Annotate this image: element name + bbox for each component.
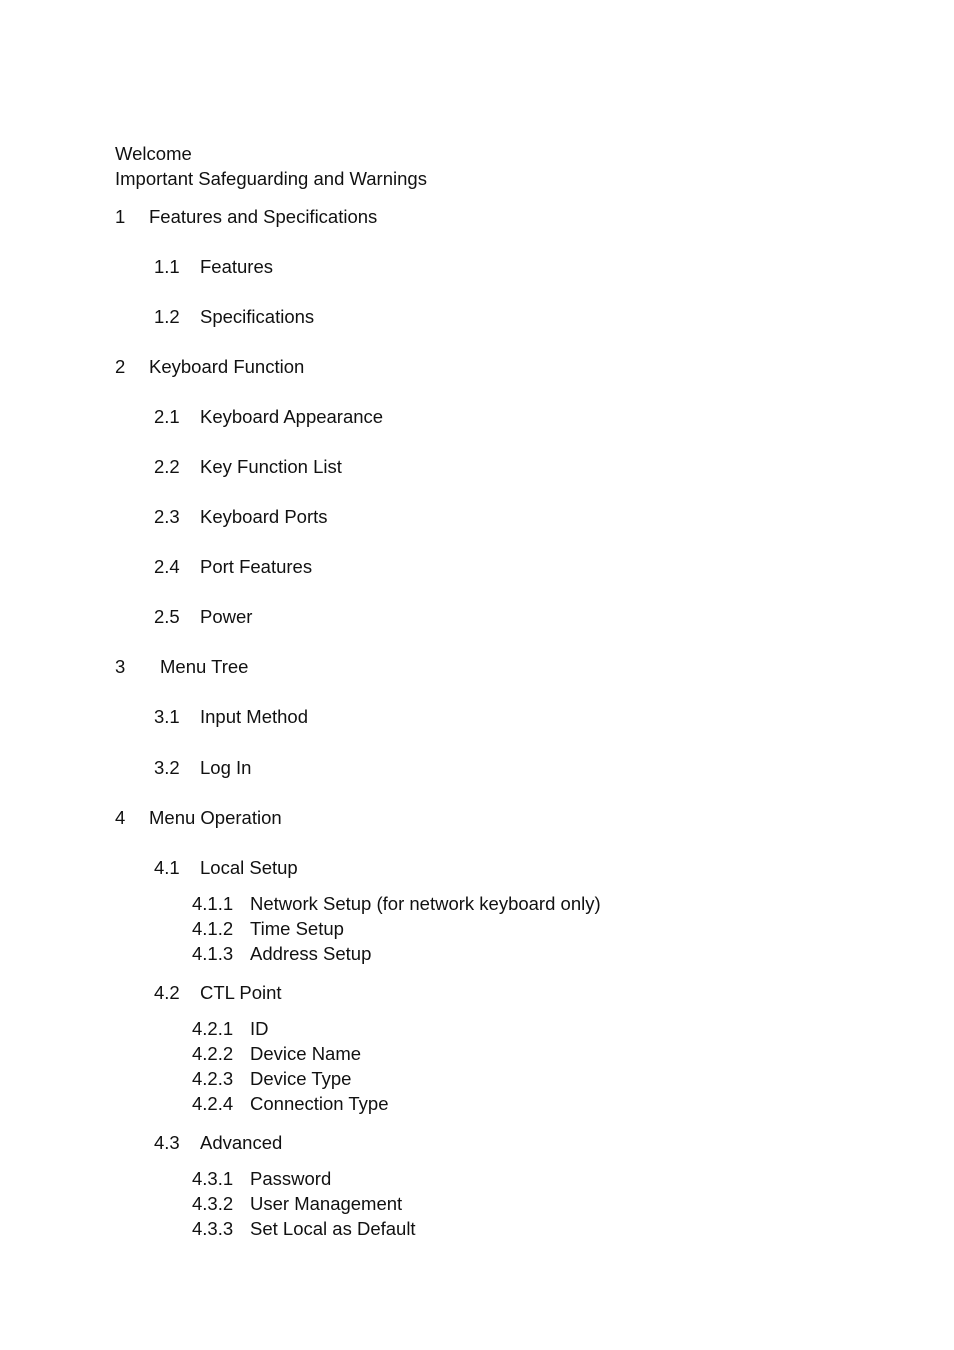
toc-entry-number: 4.3.1	[192, 1168, 234, 1189]
toc-entry-title: CTL Point	[200, 982, 282, 1003]
toc-entry-title: Keyboard Appearance	[200, 406, 384, 427]
toc-entry-number: 3.1	[154, 706, 180, 727]
toc-entry-number: 3.2	[154, 757, 180, 778]
toc-entry-number: 4.1.3	[192, 943, 234, 964]
toc-entry-title: Features	[200, 256, 274, 277]
toc-entry-number: 4.1	[154, 857, 180, 878]
toc-entry-number: 4.3	[154, 1132, 180, 1153]
toc-welcome-label: Welcome	[115, 143, 192, 164]
toc-entry-number: 4.2.2	[192, 1043, 234, 1064]
toc-entry-title: Advanced	[200, 1132, 283, 1153]
toc-entry-title: Set Local as Default	[250, 1218, 416, 1239]
toc-entry-title: Address Setup	[250, 943, 372, 964]
toc-entry-number: 2.3	[154, 506, 180, 527]
toc-entry-number: 1.2	[154, 306, 180, 327]
toc-entry-number: 4.2.3	[192, 1068, 234, 1089]
toc-entry-number: 4	[115, 807, 126, 828]
toc-entry-title: Input Method	[200, 706, 308, 727]
toc-entry-title: Log In	[200, 757, 252, 778]
toc-entry-number: 2.1	[154, 406, 180, 427]
toc-entry-title: Specifications	[200, 306, 315, 327]
toc-entry-title: Network Setup (for network keyboard only)	[250, 893, 601, 914]
toc-entry-number: 1	[115, 206, 126, 227]
toc-entry-title: Power	[200, 606, 253, 627]
toc-entry-title: Time Setup	[250, 918, 344, 939]
toc-safeguards-label: Important Safeguarding and Warnings	[115, 168, 427, 189]
toc-entry-title: Device Name	[250, 1043, 362, 1064]
toc-entry-title: User Management	[250, 1193, 403, 1214]
toc-entry-title: Password	[250, 1168, 332, 1189]
toc-entry-number: 3	[115, 656, 126, 677]
toc-entry-title: Device Type	[250, 1068, 352, 1089]
toc-entry-title: Local Setup	[200, 857, 298, 878]
toc-entry-number: 4.2.1	[192, 1018, 234, 1039]
toc-entry-title: Menu Operation	[149, 807, 282, 828]
toc-entry-number: 4.3.2	[192, 1193, 234, 1214]
toc-entry-title: Features and Specifications	[149, 206, 378, 227]
toc-safeguards[interactable]	[115, 168, 427, 190]
toc-entry-number: 1.1	[154, 256, 180, 277]
toc-entry-title: Connection Type	[250, 1093, 389, 1114]
toc-entry-number: 2	[115, 356, 126, 377]
toc-entry-title: Keyboard Function	[149, 356, 305, 377]
toc-entry-number: 4.3.3	[192, 1218, 234, 1239]
toc-welcome[interactable]	[115, 143, 192, 165]
toc-entry-number: 4.2	[154, 982, 180, 1003]
toc-entry-number: 2.4	[154, 556, 180, 577]
toc-entry-title: ID	[250, 1018, 269, 1039]
toc-entry-title: Keyboard Ports	[200, 506, 328, 527]
toc-entry-title: Port Features	[200, 556, 313, 577]
toc-entry-title: Menu Tree	[160, 656, 249, 677]
toc-entry-number: 4.1.2	[192, 918, 234, 939]
toc-entry-title: Key Function List	[200, 456, 342, 477]
toc-entry-number: 4.2.4	[192, 1093, 234, 1114]
toc-entry-number: 2.5	[154, 606, 180, 627]
toc-entry-number: 4.1.1	[192, 893, 234, 914]
toc-entry-number: 2.2	[154, 456, 180, 477]
